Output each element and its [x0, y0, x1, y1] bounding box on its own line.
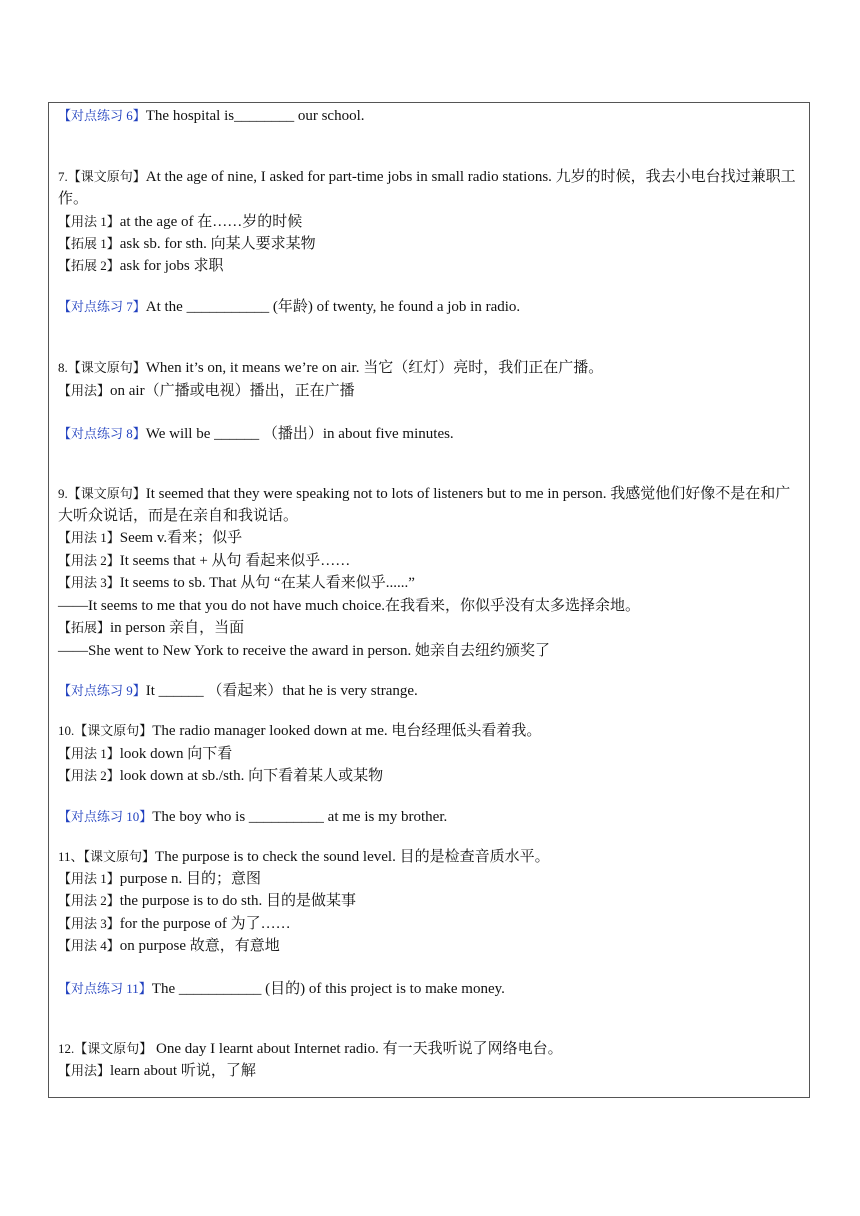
example-line: ——She went to New York to receive the award in person. 她亲自去纽约颁奖了 — [58, 643, 551, 659]
practice-line: 【对点练习 8】We will be ______ （播出）in about five minutes. — [58, 426, 454, 442]
usage-line: 【拓展 2】ask for jobs 求职 — [58, 258, 224, 274]
example-line: ——It seems to me that you do not have much choice.在我看来，你似乎没有太多选择余地。 — [58, 598, 641, 614]
usage-line: 【用法 2】It seems that + 从句 看起来似乎…… — [58, 553, 351, 569]
practice-line: 【对点练习 10】The boy who is __________ at me is my brother. — [58, 809, 448, 825]
usage-line: 【用法 1】purpose n. 目的；意图 — [58, 871, 262, 887]
sentence-line: 7.【课文原句】At the age of nine, I asked for part-time jobs in small radio stations. 九岁的时候，我去小电台找过兼职工作。 — [58, 169, 796, 207]
usage-line: 【拓展 1】ask sb. for sth. 向某人要求某物 — [58, 236, 316, 252]
sentence-line: 10.【课文原句】The radio manager looked down at me. 电台经理低头看着我。 — [58, 723, 542, 739]
sentence-line: 12.【课文原句】 One day I learnt about Internet radio. 有一天我听说了网络电台。 — [58, 1041, 563, 1057]
usage-line: 【用法 4】on purpose 故意，有意地 — [58, 938, 280, 954]
usage-line: 【用法 1】Seem v.看来；似乎 — [58, 530, 243, 546]
content-box — [48, 102, 810, 1098]
practice-line: 【对点练习 11】The ___________ (目的) of this project is to make money. — [58, 981, 505, 997]
usage-line: 【拓展】in person 亲自，当面 — [58, 620, 245, 636]
sentence-line: 11、【课文原句】The purpose is to check the sound level. 目的是检查音质水平。 — [58, 849, 550, 865]
usage-line: 【用法 3】for the purpose of 为了…… — [58, 916, 291, 932]
practice-line: 【对点练习 9】It ______ （看起来）that he is very strange. — [58, 683, 418, 699]
practice-line: 【对点练习 6】The hospital is________ our school. — [58, 108, 365, 124]
practice-line: 【对点练习 7】At the ___________ (年龄) of twenty, he found a job in radio. — [58, 299, 521, 315]
usage-line: 【用法】learn about 听说，了解 — [58, 1063, 256, 1079]
usage-line: 【用法】on air（广播或电视）播出，正在广播 — [58, 383, 355, 399]
sentence-line: 9.【课文原句】It seemed that they were speaking not to lots of listeners but to me in person. 我感觉他们好像不是在和广大听众说话，而是在亲自和我说话。 — [58, 486, 791, 524]
usage-line: 【用法 1】at the age of 在……岁的时候 — [58, 214, 303, 230]
usage-line: 【用法 2】look down at sb./sth. 向下看着某人或某物 — [58, 768, 384, 784]
sentence-line: 8.【课文原句】When it’s on, it means we’re on air. 当它（红灯）亮时，我们正在广播。 — [58, 360, 604, 376]
usage-line: 【用法 1】look down 向下看 — [58, 746, 233, 762]
usage-line: 【用法 2】the purpose is to do sth. 目的是做某事 — [58, 893, 357, 909]
usage-line: 【用法 3】It seems to sb. That 从句 “在某人看来似乎......” — [58, 575, 415, 591]
